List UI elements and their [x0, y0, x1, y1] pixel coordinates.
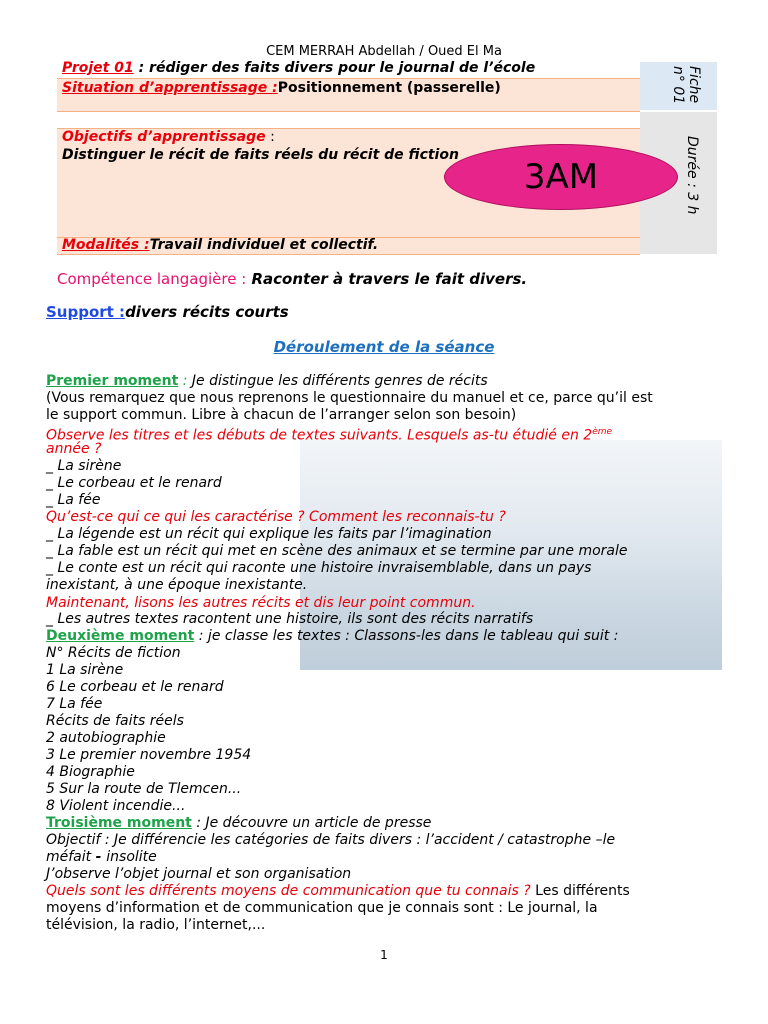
answer-line: _ La légende est un récit qui explique les faits par l’imagination — [46, 526, 492, 542]
moment1-question-1 — [46, 424, 612, 445]
moment3-question: Quels sont les différents moyens de communication que tu connais ? — [46, 883, 531, 899]
answer-line: _ Le conte est un récit qui raconte une histoire invraisemblable, dans un pays — [46, 560, 592, 576]
blank-row — [57, 112, 640, 129]
moment1-question-2: Qu’est-ce qui ce qui les caractérise ? Comment les reconnais-tu ? — [46, 509, 506, 525]
moment3-answer-1: Les différents — [530, 883, 630, 899]
classification-line: N° Récits de fiction — [46, 645, 181, 661]
moment1-answer-3: _ Les autres textes racontent une histoire, ils sont des récits narratifs — [46, 611, 534, 627]
page-header: CEM MERRAH Abdellah / Oued El Ma — [266, 44, 502, 59]
objectifs-label: Objectifs d’apprentissage — [62, 129, 266, 145]
support-line — [46, 304, 289, 321]
deroulement-title: Déroulement de la séance — [273, 338, 495, 356]
question-1-text: Observe les titres et les débuts de textes suivants. Lesquels as-tu étudié en 2 — [46, 427, 593, 444]
situation-label: Situation d’apprentissage : — [62, 80, 278, 96]
moment3-label: Troisième moment — [46, 815, 192, 831]
objectifs-text: Distinguer le récit de faits réels du récit de fiction — [62, 147, 459, 163]
situation-text: Positionnement (passerelle) — [277, 80, 501, 96]
list-item: _ Le corbeau et le renard — [46, 475, 222, 491]
situation-row — [57, 79, 640, 112]
classification-line: 5 Sur la route de Tlemcen... — [46, 781, 242, 797]
classification-line: 6 Le corbeau et le renard — [46, 679, 224, 695]
modalites-row — [57, 238, 640, 255]
modalites-label: Modalités : — [62, 237, 150, 253]
moment1-label: Premier moment — [46, 373, 179, 389]
support-text: divers récits courts — [125, 303, 289, 321]
page-number: 1 — [380, 948, 388, 962]
classification-line: Récits de faits réels — [46, 713, 184, 729]
moment3-answer-3: télévision, la radio, l’internet,... — [46, 917, 266, 933]
objective-part-c: insolite — [106, 849, 157, 865]
moment1-colon: : — [178, 373, 188, 389]
fiche-cell — [640, 62, 717, 110]
list-item: _ La sirène — [46, 458, 122, 474]
projet-text: : rédiger des faits divers pour le journal de l’école — [133, 60, 536, 76]
support-label: Support : — [46, 303, 126, 321]
projet-row — [57, 62, 640, 79]
moment2-label: Deuxième moment — [46, 628, 195, 644]
question-1-sup: ème — [592, 427, 613, 437]
moment1-heading — [46, 373, 488, 390]
classification-line: 7 La fée — [46, 696, 103, 712]
objective-part-a: méfait — [46, 849, 96, 865]
classification-line: 2 autobiographie — [46, 730, 166, 746]
moment3-answer-2: moyens d’information et de communication que je connais sont : Le journal, la — [46, 900, 598, 916]
level-badge-text: 3AM — [523, 157, 599, 197]
classification-line: 4 Biographie — [46, 764, 135, 780]
moment3-objective-2 — [46, 849, 157, 866]
answer-line: _ La fable est un récit qui met en scène des animaux et se termine par une morale — [46, 543, 628, 559]
competence-line — [57, 271, 527, 288]
moment1-question-1b: année ? — [46, 441, 102, 457]
moment3-question-line — [46, 883, 630, 900]
moment3-heading — [46, 815, 431, 832]
answer-line: inexistant, à une époque inexistante. — [46, 577, 308, 593]
moment3-text: : Je découvre un article de presse — [191, 815, 432, 831]
moment1-question-3: Maintenant, lisons les autres récits et dis leur point commun. — [46, 595, 476, 611]
classification-line: 3 Le premier novembre 1954 — [46, 747, 252, 763]
objective-part-b: - — [95, 849, 107, 865]
competence-text: Raconter à travers le fait divers. — [246, 270, 528, 288]
duree-label: Durée : 3 h — [684, 136, 700, 215]
moment2-heading — [46, 628, 618, 645]
competence-label: Compétence langagière : — [57, 270, 247, 288]
fiche-label: Fiche n° 01 — [670, 66, 702, 105]
objectifs-colon: : — [265, 129, 275, 145]
classification-line: 1 La sirène — [46, 662, 124, 678]
moment2-text: : je classe les textes : Classons-les dans le tableau qui suit : — [194, 628, 619, 644]
moment1-note-2: le support commun. Libre à chacun de l’arranger selon son besoin) — [46, 407, 517, 423]
modalites-text: Travail individuel et collectif. — [149, 237, 379, 253]
moment3-objective-1: Objectif : Je différencie les catégories de faits divers : l’accident / catastrophe –le — [46, 832, 616, 848]
level-badge — [444, 144, 678, 210]
projet-label: Projet 01 — [62, 60, 134, 76]
moment1-text: Je distingue les différents genres de récits — [187, 373, 488, 389]
moment1-note-1: (Vous remarquez que nous reprenons le questionnaire du manuel et ce, parce qu’il est — [46, 390, 653, 406]
list-item: _ La fée — [46, 492, 101, 508]
classification-line: 8 Violent incendie... — [46, 798, 186, 814]
moment3-observe: J’observe l’objet journal et son organisation — [46, 866, 352, 882]
